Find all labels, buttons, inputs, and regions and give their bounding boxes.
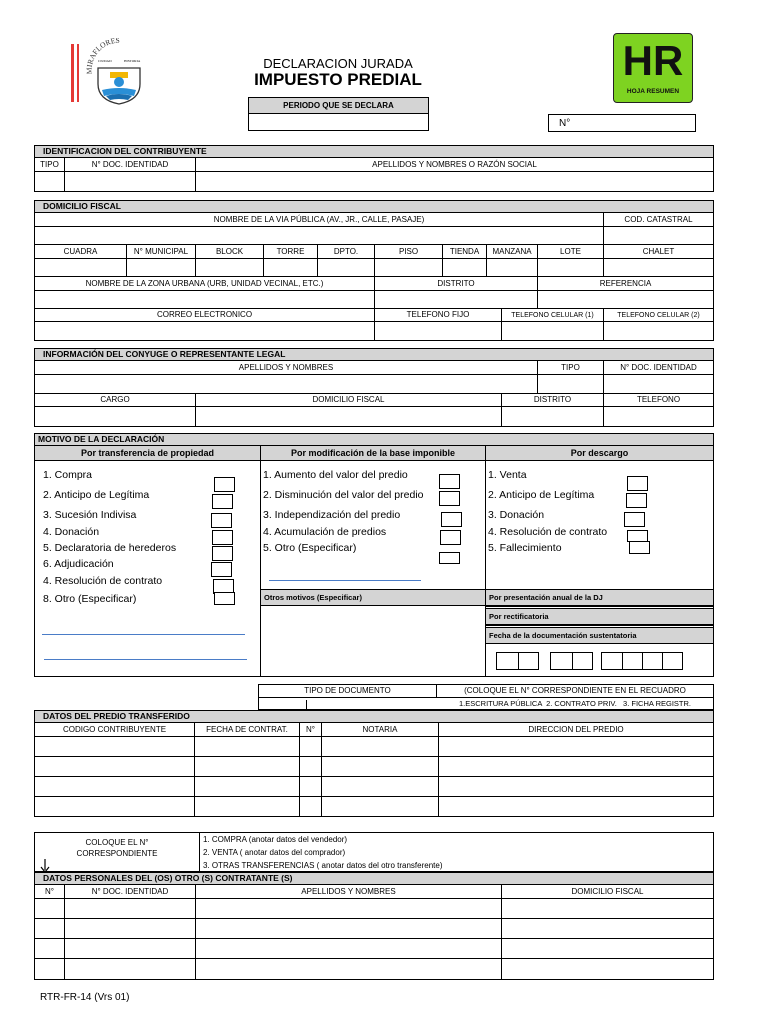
opt3-fallecimiento: 5. Fallecimiento	[488, 542, 562, 554]
otro1-line-1[interactable]	[42, 634, 245, 635]
opt2-disminucion: 2. Disminución del valor del predio	[263, 489, 424, 501]
opt1-adjudicacion: 6. Adjudicación	[43, 558, 114, 570]
form-subtitle: DECLARACION JURADA	[263, 56, 413, 71]
chk3-venta[interactable]	[627, 476, 648, 491]
s3-telefono: TELEFONO	[636, 395, 681, 404]
opt1-resolucion: 4. Resolución de contrato	[43, 575, 163, 587]
opt3-anticipo: 2. Anticipo de Legítima	[488, 489, 595, 501]
s3-table	[34, 360, 714, 427]
numero-label: N°	[559, 118, 571, 129]
s1-table	[34, 157, 714, 192]
chk2-otro[interactable]	[439, 552, 460, 564]
tipo-doc-opts: 1.ESCRITURA PÚBLICA 2. CONTRATO PRIV. 3. FICHA REGISTR.	[458, 699, 691, 708]
s4-fecha: Fecha de la documentación sustentatoria	[486, 627, 713, 644]
chk1-adjudicacion[interactable]	[211, 562, 232, 577]
s3-cargo: CARGO	[100, 395, 130, 404]
s1-header: IDENTIFICACION DEL CONTRIBUYENTE	[34, 145, 714, 158]
chk2-disminucion[interactable]	[439, 491, 460, 506]
fecha-month[interactable]	[550, 652, 593, 670]
s2-catastral: COD. CATASTRAL	[624, 215, 693, 224]
chk1-donacion[interactable]	[212, 530, 233, 545]
coloque-line1: COLOQUE EL N°	[85, 838, 149, 847]
chk2-independizacion[interactable]	[441, 512, 462, 527]
fecha-day[interactable]	[496, 652, 539, 670]
periodo-box	[248, 97, 429, 131]
chk1-sucesion[interactable]	[211, 513, 232, 528]
opt1-herederos: 5. Declaratoria de herederos	[43, 542, 177, 554]
logo-right-text: HISTORIA	[124, 59, 141, 63]
chk1-herederos[interactable]	[212, 546, 233, 561]
opt1-anticipo: 2. Anticipo de Legítima	[43, 489, 150, 501]
otro1-line-2[interactable]	[44, 659, 247, 660]
coloque-o3: 3. OTRAS TRANSFERENCIAS ( anotar datos del otro transferente)	[203, 861, 443, 870]
opt2-independizacion: 3. Independización del predio	[263, 509, 401, 521]
s4-rectif: Por rectificatoria	[486, 608, 713, 625]
coloque-o1: 1. COMPRA (anotar datos del vendedor)	[203, 835, 348, 844]
s4-col3: Por descargo	[570, 448, 629, 458]
s5-fecha: FECHA DE CONTRAT.	[206, 725, 288, 734]
s3-tipo: TIPO	[561, 363, 580, 372]
s6-apellidos: APELLIDOS Y NOMBRES	[301, 887, 396, 896]
chk3-fallecimiento[interactable]	[629, 541, 650, 554]
s4-col2: Por modificación de la base imponible	[290, 448, 456, 458]
opt1-donacion: 4. Donación	[43, 526, 100, 538]
s2-referencia: REFERENCIA	[599, 279, 652, 288]
chk2-aumento[interactable]	[439, 474, 460, 489]
s2-cel1: TELEFONO CELULAR (1)	[511, 312, 594, 319]
s3-header: INFORMACIÓN DEL CONYUGE O REPRESENTANTE LEGAL	[34, 348, 714, 361]
opt1-sucesion: 3. Sucesión Indivisa	[43, 509, 137, 521]
s2-col-tienda: TIENDA	[449, 247, 480, 256]
s2-via: NOMBRE DE LA VIA PÚBLICA (AV., JR., CALLE, PASAJE)	[213, 215, 425, 224]
s2-col-lote: LOTE	[560, 247, 581, 256]
periodo-label: PERIODO QUE SE DECLARA	[249, 98, 428, 114]
s3-domicilio: DOMICILIO FISCAL	[312, 395, 385, 404]
s2-col-municipal: N° MUNICIPAL	[133, 247, 189, 256]
s2-col-dpto: DPTO.	[333, 247, 359, 256]
opt1-compra: 1. Compra	[43, 469, 93, 481]
coloque-box	[34, 832, 714, 872]
s2-col-chalet: CHALET	[642, 247, 675, 256]
hr-logo	[613, 33, 693, 103]
chk1-otro[interactable]	[214, 592, 235, 605]
tipo-doc-coloque: (COLOQUE EL N° CORRESPONDIENTE EN EL RECUADRO	[464, 686, 686, 695]
s3-apellidos: APELLIDOS Y NOMBRES	[238, 363, 334, 372]
form-title: IMPUESTO PREDIAL	[254, 70, 422, 89]
s2-zona: NOMBRE DE LA ZONA URBANA (URB, UNIDAD VECINAL, ETC.)	[85, 279, 324, 288]
s6-header: DATOS PERSONALES DEL (OS) OTRO (S) CONTRATANTE (S)	[34, 872, 714, 885]
s2-cel2: TELEFONO CELULAR (2)	[617, 312, 700, 319]
s6-n: N°	[45, 887, 54, 896]
s2-distrito: DISTRITO	[437, 279, 475, 288]
opt2-acumulacion: 4. Acumulación de predios	[263, 526, 387, 538]
s4-table	[34, 445, 714, 677]
opt2-otro: 5. Otro (Especificar)	[263, 542, 357, 554]
s6-table	[34, 884, 714, 980]
s5-notaria: NOTARIA	[362, 725, 398, 734]
periodo-input[interactable]	[249, 114, 428, 130]
tipo-doc-label: TIPO DE DOCUMENTO	[304, 686, 391, 695]
s6-doc: N° DOC. IDENTIDAD	[91, 887, 169, 896]
numero-box[interactable]	[548, 114, 696, 132]
s4-anual: Por presentación anual de la DJ	[486, 589, 713, 606]
s1-doc: N° DOC. IDENTIDAD	[91, 160, 169, 169]
s2-col-torre: TORRE	[276, 247, 305, 256]
opt1-otro: 8. Otro (Especificar)	[43, 593, 137, 605]
opt3-donacion: 3. Donación	[488, 509, 545, 521]
tipo-doc-tick	[306, 700, 307, 710]
opt3-venta: 1. Venta	[488, 469, 527, 481]
opt2-aumento: 1. Aumento del valor del predio	[263, 469, 408, 481]
s2-correo: CORREO ELECTRONICO	[156, 310, 253, 319]
tipo-doc-box	[258, 684, 714, 710]
coloque-o2: 2. VENTA ( anotar datos del comprador)	[203, 848, 346, 857]
s6-domicilio: DOMICILIO FISCAL	[571, 887, 644, 896]
s4-col1: Por transferencia de propiedad	[80, 448, 215, 458]
footer-code: RTR-FR-14 (Vrs 01)	[40, 992, 130, 1003]
s3-doc: N° DOC. IDENTIDAD	[620, 363, 697, 372]
s5-header: DATOS DEL PREDIO TRANSFERIDO	[34, 710, 714, 723]
otro2-line[interactable]	[269, 580, 421, 581]
opt3-resolucion: 4. Resolución de contrato	[488, 526, 608, 538]
s2-table	[34, 212, 714, 341]
s4-otros: Otros motivos (Especificar)	[261, 589, 485, 606]
logo-arc-text: MIRAFLORES	[84, 38, 120, 75]
chk3-anticipo[interactable]	[626, 493, 647, 508]
chk1-compra[interactable]	[214, 477, 235, 492]
hr-logo-small: HOJA RESUMEN	[626, 88, 680, 95]
s3-distrito: DISTRITO	[533, 395, 572, 404]
s4-header: MOTIVO DE LA DECLARACIÓN	[34, 433, 714, 446]
arrow-down-icon	[39, 859, 51, 873]
s2-col-manzana: MANZANA	[492, 247, 532, 256]
s5-n: N°	[306, 725, 315, 734]
fecha-year[interactable]	[601, 652, 683, 670]
coloque-line2: CORRESPONDIENTE	[76, 849, 158, 858]
s1-tipo: TIPO	[40, 160, 59, 169]
s5-table	[34, 722, 714, 817]
s2-col-block: BLOCK	[215, 247, 244, 256]
s1-apellidos: APELLIDOS Y NOMBRES O RAZÓN SOCIAL	[372, 160, 537, 169]
red-bar-right	[77, 44, 79, 102]
s2-col-cuadra: CUADRA	[63, 247, 98, 256]
s2-header: DOMICILIO FISCAL	[34, 200, 714, 213]
miraflores-logo	[84, 38, 154, 106]
s5-direccion: DIRECCION DEL PREDIO	[528, 725, 624, 734]
hr-logo-big: HR	[622, 37, 684, 84]
s5-codigo: CODIGO CONTRIBUYENTE	[62, 725, 167, 734]
chk1-anticipo[interactable]	[212, 494, 233, 509]
red-bar-left	[71, 44, 74, 102]
chk3-donacion[interactable]	[624, 512, 645, 527]
chk2-acumulacion[interactable]	[440, 530, 461, 545]
s2-fijo: TELEFONO FIJO	[406, 310, 470, 319]
logo-left-text: CIUDAD	[98, 59, 112, 63]
s2-col-piso: PISO	[398, 247, 419, 256]
